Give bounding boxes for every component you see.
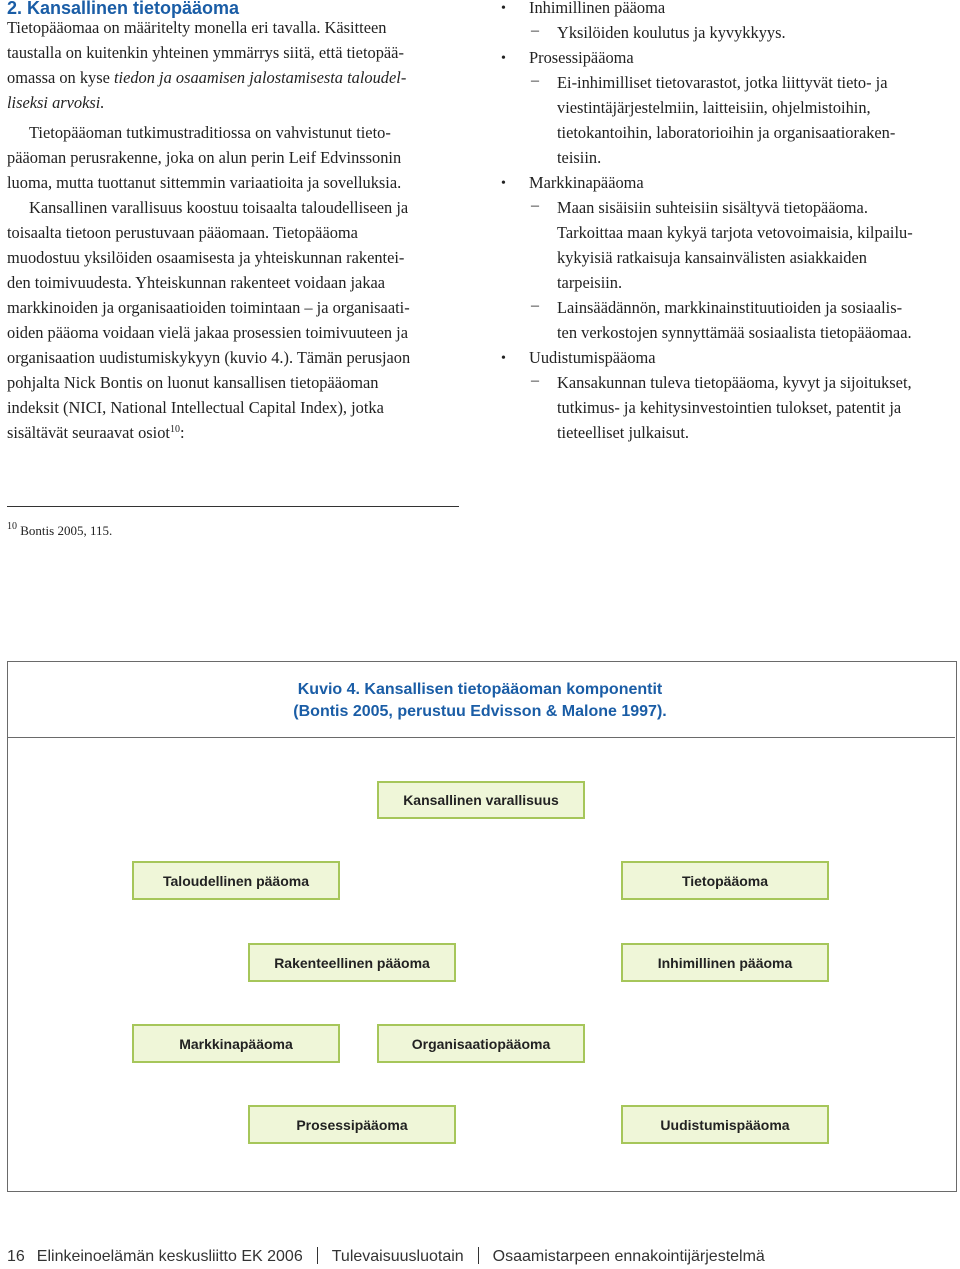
bullet-icon: • bbox=[501, 351, 506, 366]
bullet-icon: • bbox=[501, 176, 506, 191]
text-span: sisältävät seuraavat osiot bbox=[7, 423, 170, 442]
dash-icon: – bbox=[531, 197, 539, 214]
text-line: Tietopääoman tutkimustraditiossa on vahvistunut tieto- bbox=[29, 123, 391, 142]
list-subitem: ten verkostojen synnyttämää sosiaalista tietopääomaa. bbox=[557, 323, 912, 342]
list-item-label: Markkinapääoma bbox=[529, 173, 644, 192]
box-rakenteellinen-paaoma: Rakenteellinen pääoma bbox=[248, 943, 456, 982]
text-line: toisaalta tietoon perustuvaan pääomaan. Tietopääoma bbox=[7, 223, 358, 242]
list-subitem: teisiin. bbox=[557, 148, 602, 167]
footnote bbox=[7, 523, 112, 539]
box-taloudellinen-paaoma: Taloudellinen pääoma bbox=[132, 861, 340, 900]
dash-icon: – bbox=[531, 72, 539, 89]
list-subitem: tieteelliset julkaisut. bbox=[557, 423, 690, 442]
text-line: taustalla on kuitenkin yhteinen ymmärrys siitä, että tietopää- bbox=[7, 43, 404, 62]
list-subitem: Kansakunnan tuleva tietopääoma, kyvyt ja sijoitukset, bbox=[557, 373, 912, 392]
text-line: markkinoiden ja organisaatioiden toimintaan – ja organisaati- bbox=[7, 298, 410, 317]
figure-title-line: (Bontis 2005, perustuu Edvisson & Malone 1997). bbox=[293, 703, 667, 720]
text-line: Kansallinen varallisuus koostuu toisaalta taloudelliseen ja bbox=[29, 198, 409, 217]
list-subitem: tutkimus- ja kehitysinvestointien tulokset, patentit ja bbox=[557, 398, 902, 417]
list-subitem: tietokantoihin, laboratorioihin ja organisaatioraken- bbox=[557, 123, 896, 142]
dash-icon: – bbox=[531, 372, 539, 389]
footer-publisher: Elinkeinoelämän keskusliitto EK 2006 bbox=[36, 1248, 303, 1265]
box-prosessipaaoma: Prosessipääoma bbox=[248, 1105, 456, 1144]
footnote-divider bbox=[7, 506, 459, 507]
list-item-label: Prosessipääoma bbox=[529, 48, 634, 67]
text-span: : bbox=[179, 423, 185, 442]
list-subitem: Maan sisäisiin suhteisiin sisältyvä tietopääoma. bbox=[557, 198, 868, 217]
list-item-label: Uudistumispääoma bbox=[529, 348, 656, 367]
box-markkinapaaoma: Markkinapääoma bbox=[132, 1024, 340, 1063]
list-subitem: kykyisiä ratkaisuja kansainvälisten asiakkaiden bbox=[557, 248, 867, 267]
text-line: organisaation uudistumiskykyyn (kuvio 4.). Tämän perusjaon bbox=[7, 348, 411, 367]
bullet-icon: • bbox=[501, 1, 506, 16]
section-heading: 2. Kansallinen tietopääoma bbox=[7, 0, 240, 18]
list-subitem: Tarkoittaa maan kykyä tarjota vetovoimaisia, kilpailu- bbox=[557, 223, 913, 242]
footnote-number: 10 bbox=[7, 521, 17, 532]
bullet-icon: • bbox=[501, 51, 506, 66]
box-organisaatiopaaoma: Organisaatiopääoma bbox=[377, 1024, 585, 1063]
footer-separator bbox=[478, 1247, 479, 1264]
text-line: muodostuu yksilöiden osaamisesta ja yhteiskunnan rakentei- bbox=[7, 248, 405, 267]
text-span: omassa on kyse bbox=[7, 68, 114, 87]
text-line: den toimivuudesta. Yhteiskunnan rakenteet voidaan jakaa bbox=[7, 273, 386, 292]
dash-icon: – bbox=[531, 22, 539, 39]
list-subitem: viestintäjärjestelmiin, laitteisiin, ohjelmistoihin, bbox=[557, 98, 871, 117]
box-uudistumispaaoma: Uudistumispääoma bbox=[621, 1105, 829, 1144]
text-line: pohjalta Nick Bontis on luonut kansallisen tietopääoman bbox=[7, 373, 379, 392]
dash-icon: – bbox=[531, 297, 539, 314]
text-line bbox=[7, 68, 406, 88]
text-line: luoma, mutta tuottanut sittemmin variaatioita ja sovelluksia. bbox=[7, 173, 402, 192]
list-item-label: Inhimillinen pääoma bbox=[529, 0, 666, 17]
text-line: liseksi arvoksi. bbox=[7, 93, 105, 112]
box-tietopaaoma: Tietopääoma bbox=[621, 861, 829, 900]
box-kansallinen-varallisuus: Kansallinen varallisuus bbox=[377, 781, 585, 819]
page-number: 16 bbox=[7, 1248, 25, 1265]
figure-title bbox=[0, 679, 960, 723]
list-subitem: tarpeisiin. bbox=[557, 273, 623, 292]
text-line: indeksit (NICI, National Intellectual Capital Index), jotka bbox=[7, 398, 384, 417]
figure-divider bbox=[8, 737, 955, 738]
text-line bbox=[7, 423, 185, 443]
list-subitem: Lainsäädännön, markkinainstituutioiden ja sosiaalis- bbox=[557, 298, 903, 317]
text-line: oiden pääoma voidaan vielä jakaa prosessien toimivuuteen ja bbox=[7, 323, 408, 342]
list-subitem: Yksilöiden koulutus ja kyvykkyys. bbox=[557, 23, 786, 42]
footer-series: Tulevaisuusluotain bbox=[331, 1248, 464, 1265]
box-inhimillinen-paaoma: Inhimillinen pääoma bbox=[621, 943, 829, 982]
footnote-text: Bontis 2005, 115. bbox=[20, 523, 113, 538]
text-line: Tietopääomaa on määritelty monella eri tavalla. Käsitteen bbox=[7, 18, 387, 37]
italic-span: tiedon ja osaamisen jalostamisesta taloudel- bbox=[113, 68, 407, 87]
footer-title: Osaamistarpeen ennakointijärjestelmä bbox=[492, 1248, 765, 1265]
figure-title-line: Kuvio 4. Kansallisen tietopääoman komponentit bbox=[297, 681, 663, 698]
list-subitem: Ei-inhimilliset tietovarastot, jotka liittyvät tieto- ja bbox=[557, 73, 888, 92]
footer-separator bbox=[317, 1247, 318, 1264]
page-footer bbox=[7, 1247, 765, 1266]
text-line: pääoman perusrakenne, joka on alun perin Leif Edvinssonin bbox=[7, 148, 402, 167]
footnote-ref: 10 bbox=[169, 424, 180, 435]
